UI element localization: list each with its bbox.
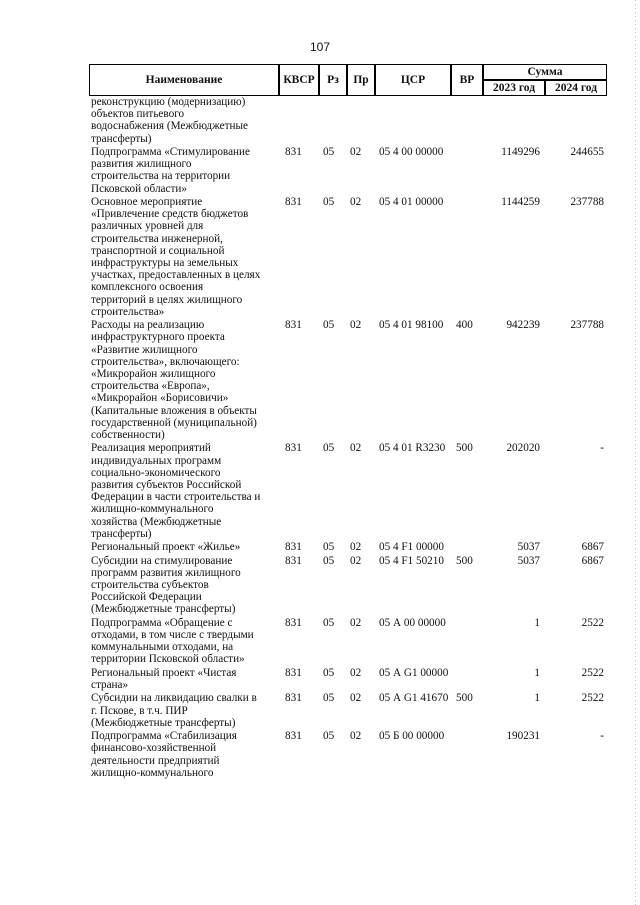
header-rz: Рз bbox=[319, 64, 347, 96]
row-csr: 05 4 01 00000 bbox=[379, 196, 444, 208]
row-name: Реализация мероприятий индивидуальных программ социально-экономического развития субъектов Российской Федерации в части строительства и жилищно-коммунального хозяйства (Межбюджетные трансферты) bbox=[91, 442, 261, 540]
header-kvsr: КВСР bbox=[279, 64, 319, 96]
row-kvsr: 831 bbox=[285, 319, 302, 332]
header-2023: 2023 год bbox=[483, 80, 545, 96]
row-sum-2023: 1 bbox=[534, 616, 540, 629]
row-name: Основное мероприятие «Привлечение средств бюджетов различных уровней для строительства инженерной, транспортной и социальной инфраструктуры на земельных участках, предоставленных в целях комплексного освоения территорий в целях жилищного строительства» bbox=[91, 196, 261, 318]
row-vr: 500 bbox=[456, 692, 473, 705]
header-2024: 2024 год bbox=[545, 80, 607, 96]
row-name: Субсидии на стимулирование программ развития жилищного строительства субъектов Российской Федерации (Межбюджетные трансферты) bbox=[91, 554, 241, 616]
row-name: Подпрограмма «Стабилизация финансово-хозяйственной деятельности предприятий жилищно-коммунального bbox=[91, 730, 237, 779]
row-rz: 05 bbox=[323, 554, 335, 567]
row-csr: 05 А G1 00000 bbox=[379, 666, 449, 679]
header-vr: ВР bbox=[451, 64, 483, 96]
row-sum-2023: 5037 bbox=[517, 554, 540, 567]
row-sum-2024: - bbox=[600, 442, 604, 455]
row-sum-2023: 1 bbox=[534, 692, 540, 705]
row-rz: 05 bbox=[323, 730, 335, 743]
header-csr: ЦСР bbox=[375, 64, 451, 96]
header-name: Наименование bbox=[89, 64, 279, 96]
row-sum-2023: 5037 bbox=[517, 541, 540, 554]
row-pr: 02 bbox=[350, 196, 362, 208]
row-vr: 500 bbox=[456, 442, 473, 455]
row-kvsr: 831 bbox=[285, 666, 302, 679]
header-pr: Пр bbox=[347, 64, 375, 96]
row-kvsr: 831 bbox=[285, 692, 302, 705]
row-sum-2024: 2522 bbox=[581, 692, 604, 705]
row-kvsr: 831 bbox=[285, 196, 302, 208]
row-sum-2023: 1144259 bbox=[501, 196, 540, 208]
row-rz: 05 bbox=[323, 442, 335, 455]
row-pr: 02 bbox=[350, 666, 362, 679]
row-sum-2024: 2522 bbox=[581, 616, 604, 629]
row-sum-2023: 1149296 bbox=[501, 146, 540, 158]
row-kvsr: 831 bbox=[285, 730, 302, 743]
row-sum-2024: 237788 bbox=[570, 196, 604, 208]
row-sum-2024: 6867 bbox=[581, 554, 604, 567]
row-rz: 05 bbox=[323, 146, 335, 158]
row-rz: 05 bbox=[323, 692, 335, 705]
row-rz: 05 bbox=[323, 541, 335, 554]
row-sum-2023: 202020 bbox=[506, 442, 540, 455]
row-pr: 02 bbox=[350, 319, 362, 332]
row-csr: 05 4 F1 00000 bbox=[379, 541, 444, 554]
row-pr: 02 bbox=[350, 692, 362, 705]
row-rz: 05 bbox=[323, 666, 335, 679]
row-kvsr: 831 bbox=[285, 554, 302, 567]
row-csr: 05 А G1 41670 bbox=[379, 692, 449, 705]
row-kvsr: 831 bbox=[285, 442, 302, 455]
row-sum-2024: 6867 bbox=[581, 541, 604, 554]
row-vr: 500 bbox=[456, 554, 473, 567]
row-sum-2023: 1 bbox=[534, 666, 540, 679]
row-pr: 02 bbox=[350, 730, 362, 743]
row-pr: 02 bbox=[350, 146, 362, 158]
row-sum-2023: 190231 bbox=[506, 730, 540, 743]
row-sum-2024: 237788 bbox=[570, 319, 604, 332]
row-name: Региональный проект «Чистая страна» bbox=[91, 666, 237, 691]
row-vr: 400 bbox=[456, 319, 473, 332]
row-rz: 05 bbox=[323, 319, 335, 332]
page-number: 107 bbox=[309, 40, 331, 54]
row-name: Подпрограмма «Стимулирование развития жилищного строительства на территории Псковской области» bbox=[91, 146, 250, 195]
row-csr: 05 4 F1 50210 bbox=[379, 554, 444, 567]
row-sum-2024: - bbox=[600, 730, 604, 743]
row-csr: 05 А 00 00000 bbox=[379, 616, 446, 629]
table-header bbox=[89, 64, 607, 96]
page-edge-dots bbox=[635, 0, 636, 905]
row-name: Субсидии на ликвидацию свалки в г. Пскове, в т.ч. ПИР (Межбюджетные трансферты) bbox=[91, 692, 257, 729]
row-name: Расходы на реализацию инфраструктурного проекта «Развитие жилищного строительства», включающего: «Микрорайон жилищного строительства «Европа», «Микрорайон «Борисовичи» (Капитальные вложения в объекты государственной (муниципальной) собственности) bbox=[91, 319, 257, 442]
row-sum-2024: 2522 bbox=[581, 666, 604, 679]
header-sum: Сумма bbox=[483, 64, 607, 80]
row-pr: 02 bbox=[350, 554, 362, 567]
row-name: реконструкцию (модернизацию) объектов питьевого водоснабжения (Межбюджетные трансферты) bbox=[91, 96, 248, 145]
row-pr: 02 bbox=[350, 616, 362, 629]
row-csr: 05 4 00 00000 bbox=[379, 146, 444, 158]
row-pr: 02 bbox=[350, 541, 362, 554]
row-csr: 05 4 01 R3230 bbox=[379, 442, 446, 455]
row-kvsr: 831 bbox=[285, 541, 302, 554]
row-name: Подпрограмма «Обращение с отходами, в том числе с твердыми коммунальными отходами, на территории Псковской области» bbox=[91, 616, 254, 666]
row-rz: 05 bbox=[323, 196, 335, 208]
row-kvsr: 831 bbox=[285, 616, 302, 629]
row-name: Региональный проект «Жилье» bbox=[91, 541, 241, 554]
row-csr: 05 4 01 98100 bbox=[379, 319, 444, 332]
row-csr: 05 Б 00 00000 bbox=[379, 730, 445, 743]
row-rz: 05 bbox=[323, 616, 335, 629]
row-kvsr: 831 bbox=[285, 146, 302, 158]
row-sum-2024: 244655 bbox=[570, 146, 604, 158]
row-sum-2023: 942239 bbox=[506, 319, 540, 332]
row-pr: 02 bbox=[350, 442, 362, 455]
